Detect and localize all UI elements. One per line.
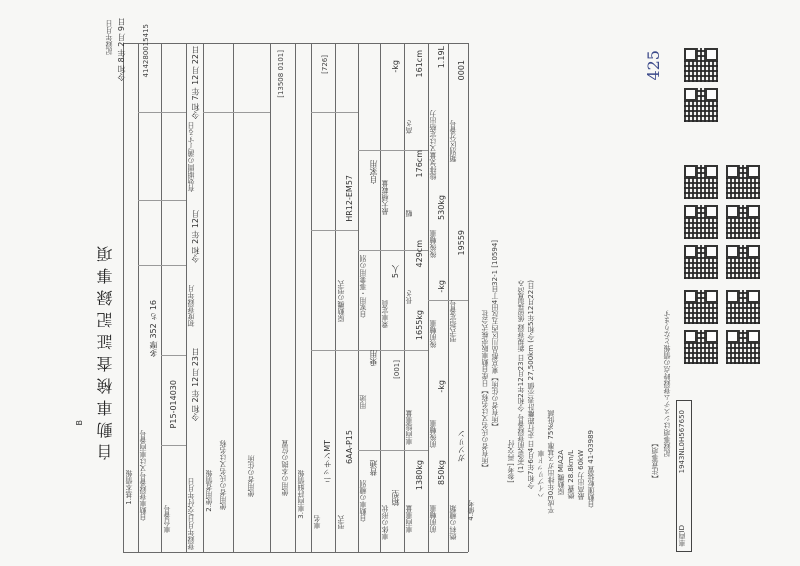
- note-line: 自動運転装置 41-03989: [587, 430, 595, 508]
- cell-line: [311, 350, 358, 351]
- gross-label: 車両総重量: [405, 410, 413, 445]
- chassis-label: 車台番号: [163, 505, 171, 533]
- cell-line: [161, 355, 186, 356]
- row-line: [295, 43, 296, 552]
- vehicle-id-value: 1943NL0H567650: [678, 410, 686, 474]
- qr-code: [684, 165, 718, 199]
- registration-label: 自動車登録番号又は車両番号: [139, 430, 147, 521]
- vehicle-id-label: 車両ID: [678, 525, 686, 547]
- row-line: [233, 43, 234, 552]
- notes-section: [468, 30, 648, 550]
- qr-code: [684, 245, 718, 279]
- private-label: 自家用・事業用の別: [359, 255, 367, 318]
- qr-code: [726, 330, 760, 364]
- use-value: 乗用: [369, 350, 378, 366]
- row-line: [335, 43, 336, 552]
- row-line: [161, 43, 162, 552]
- note-line: 原動機 MIA2A: [557, 450, 565, 496]
- notice-heading: 【注意事項】: [651, 440, 659, 482]
- note-line: 【所有者の住所】東京都品川区西五反田4丁目32-1 [10594]: [491, 240, 499, 431]
- expiry-value: 令和 7年 12月 22日: [191, 46, 200, 120]
- record-date-label: 記録年月日: [105, 20, 113, 55]
- address-code: [13508 0101]: [277, 50, 285, 98]
- engine-label: 原動機の型式: [337, 280, 345, 322]
- height-value: 161cm: [415, 50, 424, 78]
- length-value: 429cm: [415, 240, 424, 268]
- model-label: 型式: [337, 515, 345, 529]
- cell-line: [203, 112, 270, 113]
- cell-line: [138, 265, 186, 266]
- note-line: 最高出力 60kW: [577, 450, 585, 501]
- rear-axle2-value: 530kg: [437, 195, 446, 220]
- displacement-label: 総排気量又は定格出力: [429, 110, 437, 180]
- front-axle-value: 850kg: [437, 460, 446, 485]
- note-line: 【所有者の氏名又は名称】日産自動車販売株式会社: [481, 310, 489, 471]
- chassis-value: P15-014030: [169, 380, 178, 429]
- note-line: 平成30年排出ガス基準 75%低減: [547, 410, 555, 514]
- body-value: 箱型: [391, 490, 400, 506]
- front-axle2-value: -kg: [437, 380, 446, 393]
- frame-bottom-line: [123, 552, 468, 553]
- category-value: 0001: [457, 60, 466, 81]
- section3-heading: 3.車両詳細情報: [297, 470, 305, 519]
- displacement-value: 1.19L: [437, 46, 446, 69]
- user-name-label: 使用者の氏名又は名称: [219, 440, 227, 510]
- record-date: 令和 8年 2月 9日: [117, 18, 126, 81]
- note-line: [参考] 再交付: [507, 440, 515, 483]
- first-reg-2-label: 初度登録年月: [187, 285, 195, 327]
- length-label: 長さ: [405, 290, 413, 304]
- note-line: 令和7年6月4日 走行距離計表示値 27,500km (令和5年12月22日): [527, 280, 535, 490]
- front-axle-label: 前前軸重: [429, 505, 437, 533]
- height-label: 高さ: [405, 120, 413, 134]
- row-line: [203, 43, 204, 552]
- qr-code: [684, 48, 718, 82]
- fuel-label: 燃料の種類: [449, 505, 457, 540]
- cell-line: [311, 112, 358, 113]
- kind-value: 普通: [369, 460, 378, 476]
- width-label: 幅: [405, 210, 413, 217]
- rear-axle-value: -kg: [437, 280, 446, 293]
- cell-line: [138, 200, 186, 201]
- base-label: 使用の本拠の位置: [281, 440, 289, 496]
- type-cert-value: 19559: [457, 230, 466, 256]
- note-line: 燃費 28.8km/L: [567, 450, 575, 499]
- note-line: (1)変更前登録番号 令和2年12月23日 新規登録 係留措置済み: [517, 280, 525, 473]
- user-address-label: 使用者の住所: [247, 455, 255, 497]
- cell-line: [311, 230, 358, 231]
- row-line: [311, 43, 312, 552]
- max-load-value: -kg: [391, 60, 400, 73]
- cell-line: [428, 300, 468, 301]
- first-reg-label: 登録年月日/交付年月日: [187, 478, 195, 551]
- serial-number: 414280015415: [142, 24, 150, 78]
- qr-code: [684, 330, 718, 364]
- cell-line: [358, 450, 428, 451]
- max-load-label: 最大積載量: [381, 180, 389, 215]
- gross-value: 1655kg: [415, 310, 424, 341]
- qr-code: [726, 290, 760, 324]
- cell-line: [161, 445, 186, 446]
- private-value: 自家用: [369, 160, 378, 184]
- weight-label: 車両重量: [405, 505, 413, 533]
- qr-code: [726, 205, 760, 239]
- rear-axle2-label: 後後軸重: [429, 230, 437, 258]
- rear-axle-label: 後前軸重: [429, 320, 437, 348]
- category-label: 類別区分番号: [449, 120, 457, 162]
- qr-code: [684, 290, 718, 324]
- body-label: 車体の形状: [381, 505, 389, 540]
- kind-label: 自動車の種別: [359, 480, 367, 522]
- frame-left-line: [123, 43, 124, 552]
- cell-line: [138, 112, 186, 113]
- registration-value: 多摩 352 ち 16: [149, 300, 158, 358]
- qr-code: [726, 165, 760, 199]
- name-value: ニッサンMT: [323, 440, 332, 484]
- note-line: ハイブリッド車: [537, 450, 545, 499]
- engine-value: HR12-EM57: [345, 175, 354, 222]
- row-line: [270, 43, 271, 552]
- section1-heading: 1.基本情報: [125, 470, 133, 505]
- body-code: [001]: [393, 360, 401, 379]
- capacity-label: 乗車定員: [381, 300, 389, 328]
- handwritten-number: 425: [644, 50, 663, 81]
- name-label: 車名: [313, 515, 321, 529]
- qr-code: [726, 245, 760, 279]
- first-reg-2-value: 令和 2年 12月: [191, 210, 200, 263]
- width-value: 176cm: [415, 150, 424, 178]
- model-value: 6AA-P15: [345, 430, 354, 464]
- capacity-value: 5人: [391, 265, 400, 279]
- use-label: 用途: [359, 395, 367, 409]
- page-mark: B: [75, 420, 84, 426]
- qr-code: [684, 205, 718, 239]
- certificate-document: [8, 0, 468, 566]
- type-cert-label: 型式指定番号: [449, 300, 457, 342]
- first-reg-value: 令和 2年 12月 23日: [191, 348, 200, 422]
- front-axle2-label: 前後軸重: [429, 420, 437, 448]
- section4-heading: 4.備考: [467, 500, 475, 521]
- qr-code: [684, 88, 718, 122]
- weight-value: 1380kg: [415, 460, 424, 491]
- expiry-label: 有効期間の満了する日: [187, 122, 195, 192]
- row-line: [380, 43, 381, 552]
- section2-heading: 2.使用者情報: [205, 470, 213, 512]
- document-title: 自動車検査証記録事項: [96, 240, 115, 460]
- name-code: [726]: [321, 55, 329, 74]
- fuel-value: ガソリン: [457, 430, 466, 462]
- notice-text: 記録事項はシステム登録時点の情報となります: [663, 310, 671, 457]
